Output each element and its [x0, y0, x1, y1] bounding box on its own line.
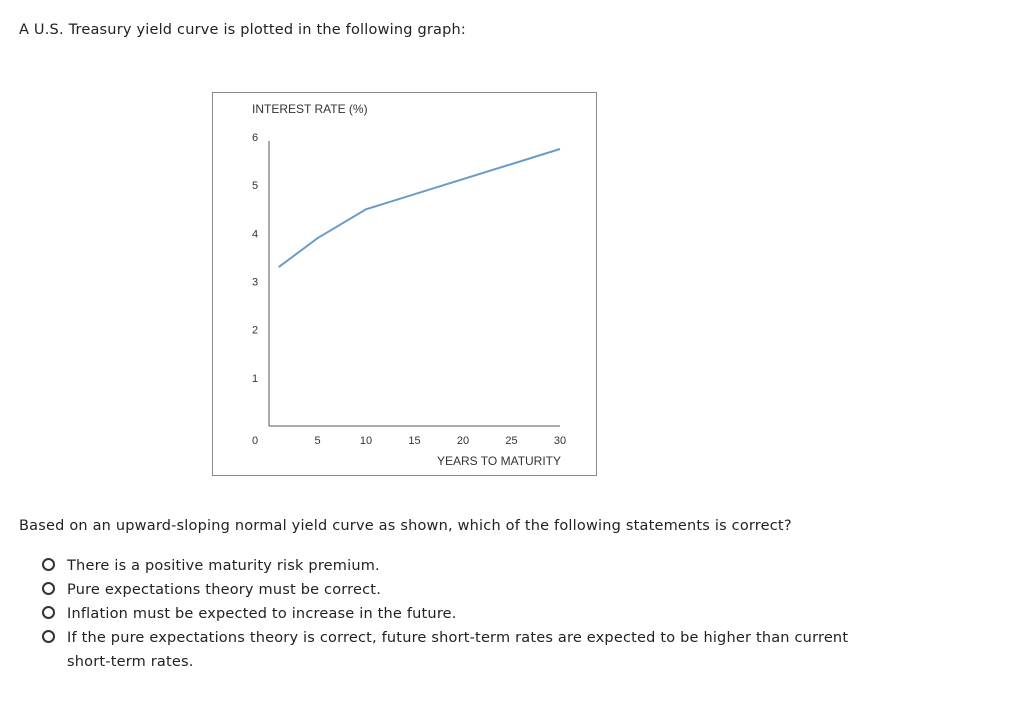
y-tick-label: 5	[251, 180, 259, 193]
answer-option[interactable]	[42, 578, 862, 602]
radio-button[interactable]	[42, 558, 55, 571]
x-tick-label: 15	[408, 435, 421, 447]
y-tick-label: 0	[251, 435, 259, 447]
radio-button[interactable]	[42, 582, 55, 595]
radio-button[interactable]	[42, 630, 55, 643]
x-axis-label: YEARS TO MATURITY	[437, 454, 562, 468]
intro-text: A U.S. Treasury yield curve is plotted in the following graph:	[19, 22, 467, 38]
x-tick-labels	[314, 435, 566, 447]
radio-button[interactable]	[42, 606, 55, 619]
x-tick-label: 20	[456, 435, 470, 447]
x-tick-label: 30	[553, 435, 567, 447]
series-lines	[279, 149, 560, 267]
answer-option-label: There is a positive maturity risk premium.	[67, 558, 380, 574]
y-tick-label: 6	[251, 132, 259, 144]
question-text: Based on an upward-sloping normal yield curve as shown, which of the following statements is correct?	[19, 518, 792, 534]
answer-option-label: If the pure expectations theory is correct, future short-term rates are expected to be higher than current short-term rates.	[67, 630, 849, 670]
y-tick-label: 4	[251, 228, 259, 241]
x-tick-label: 5	[314, 435, 321, 447]
answer-options	[42, 554, 862, 674]
x-tick-label: 10	[359, 435, 373, 447]
answer-option-label: Inflation must be expected to increase in the future.	[67, 606, 457, 622]
y-tick-labels	[252, 132, 258, 447]
x-tick-label: 25	[505, 435, 518, 447]
y-tick-label: 3	[251, 276, 259, 289]
y-tick-label: 2	[251, 324, 259, 337]
answer-option-label: Pure expectations theory must be correct.	[67, 582, 382, 598]
yield-curve-line	[279, 149, 560, 267]
y-axis-label: INTEREST RATE (%)	[252, 102, 368, 116]
chart-svg	[213, 93, 598, 477]
yield-curve-chart	[212, 92, 597, 476]
answer-option[interactable]	[42, 602, 862, 626]
answer-option[interactable]	[42, 554, 862, 578]
answer-option[interactable]	[42, 626, 862, 674]
y-tick-label: 1	[251, 372, 259, 385]
